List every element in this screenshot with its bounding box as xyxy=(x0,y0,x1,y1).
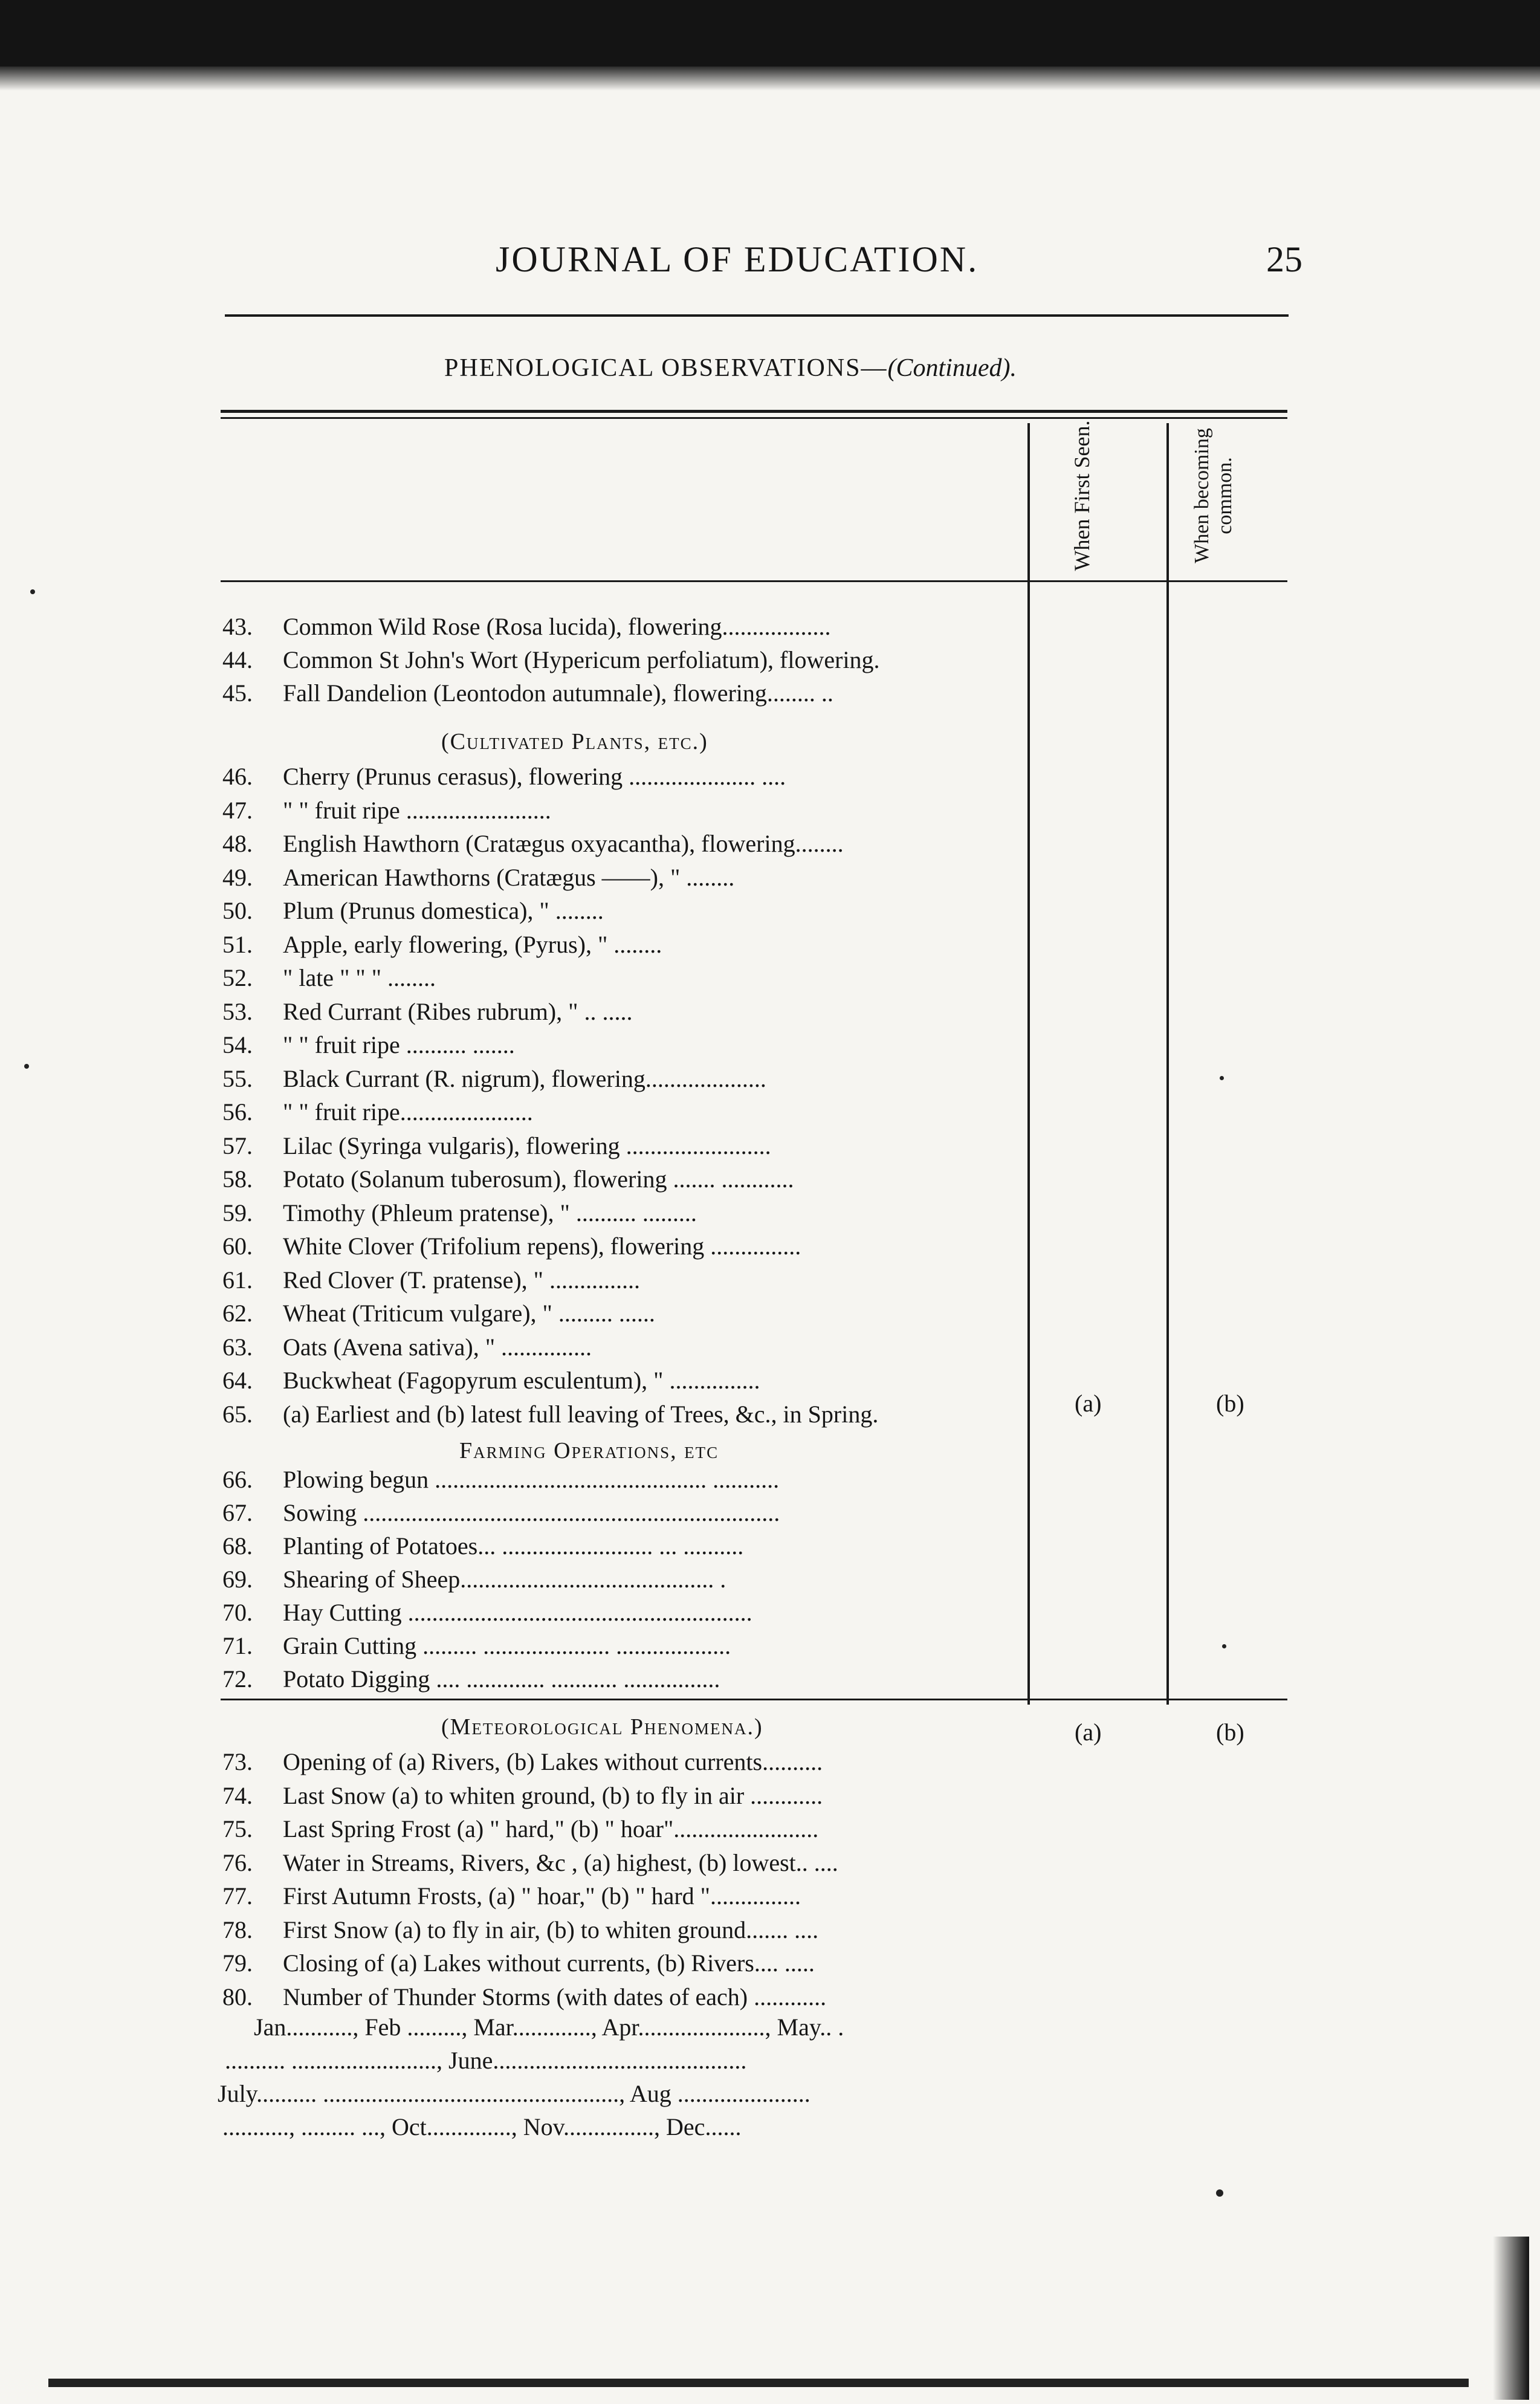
row-text: American Hawthorns (Cratægus ——), " ........ xyxy=(283,863,735,891)
row-text: Potato (Solanum tuberosum), flowering ....... ............ xyxy=(283,1165,794,1193)
months-line-1: Jan..........., Feb ........., Mar............., Apr....................., May.. . xyxy=(254,2014,844,2041)
subhead-farming-operations: Farming Operations, etc xyxy=(459,1438,719,1463)
table-top-rule xyxy=(221,410,1287,413)
row-text: Last Snow (a) to whiten ground, (b) to fly in air ............ xyxy=(283,1781,823,1809)
months-line-3: July.......... ................................................., Aug ...................... xyxy=(218,2080,810,2107)
row-number: 61. xyxy=(222,1266,253,1294)
row-text: " " fruit ripe...................... xyxy=(283,1098,533,1126)
row-number: 43. xyxy=(222,613,253,640)
column-divider-right xyxy=(1166,423,1169,1705)
row-number: 70. xyxy=(222,1599,253,1626)
row-text: " late " " " ........ xyxy=(283,964,436,991)
row-text: Wheat (Triticum vulgare), " ......... ...... xyxy=(283,1300,655,1327)
subhead-meteorological-phenomena: (Meteorological Phenomena.) xyxy=(441,1714,763,1740)
row-65-mark-b: (b) xyxy=(1216,1390,1244,1417)
row-number: 68. xyxy=(222,1532,253,1560)
row-number: 62. xyxy=(222,1300,253,1327)
row-number: 50. xyxy=(222,897,253,924)
scanned-bottom-edge xyxy=(48,2379,1469,2387)
meteo-mark-a: (a) xyxy=(1075,1719,1102,1746)
row-text: Apple, early flowering, (Pyrus), " ........ xyxy=(283,930,662,958)
row-text: Water in Streams, Rivers, &c , (a) highest, (b) lowest.. .... xyxy=(283,1848,838,1876)
column-divider-left xyxy=(1027,423,1030,1705)
row-text: Grain Cutting ......... ..................... ................... xyxy=(283,1632,731,1659)
row-number: 53. xyxy=(222,997,253,1025)
row-number: 51. xyxy=(222,930,253,958)
row-number: 47. xyxy=(222,796,253,824)
section-title xyxy=(444,354,1017,383)
row-text: Fall Dandelion (Leontodon autumnale), flowering........ .. xyxy=(283,679,833,707)
row-number: 65. xyxy=(222,1400,253,1428)
row-text: Planting of Potatoes... ......................... ... .......... xyxy=(283,1532,744,1560)
row-text: Number of Thunder Storms (with dates of each) ............ xyxy=(283,1983,827,2010)
row-number: 49. xyxy=(222,863,253,891)
ink-speck xyxy=(30,589,35,594)
row-text: Opening of (a) Rivers, (b) Lakes without currents.......... xyxy=(283,1748,823,1775)
page-number: 25 xyxy=(1266,239,1302,279)
header-rule xyxy=(225,314,1289,317)
row-number: 75. xyxy=(222,1815,253,1842)
row-text: Potato Digging .... ............. ........... ................ xyxy=(283,1665,720,1693)
ink-speck xyxy=(24,1064,29,1069)
row-number: 74. xyxy=(222,1781,253,1809)
row-text: Cherry (Prunus cerasus), flowering ..................... .... xyxy=(283,763,786,790)
row-text: First Snow (a) to fly in air, (b) to whiten ground....... .... xyxy=(283,1916,819,1943)
meteo-rule xyxy=(221,1699,1287,1700)
row-number: 55. xyxy=(222,1064,253,1092)
row-number: 73. xyxy=(222,1748,253,1775)
column-header-first-seen: When First Seen. xyxy=(1070,420,1094,571)
section-title-continued: (Continued). xyxy=(887,354,1017,382)
row-number: 45. xyxy=(222,679,253,707)
table-top-rule-inner xyxy=(221,417,1287,419)
row-number: 80. xyxy=(222,1983,253,2010)
row-text: " " fruit ripe .......... ....... xyxy=(283,1031,515,1058)
row-number: 79. xyxy=(222,1949,253,1977)
row-number: 63. xyxy=(222,1333,253,1361)
row-number: 60. xyxy=(222,1233,253,1260)
ink-speck xyxy=(1216,2189,1223,2197)
row-text: Common St John's Wort (Hypericum perfoliatum), flowering. xyxy=(283,646,880,673)
row-number: 76. xyxy=(222,1848,253,1876)
row-number: 78. xyxy=(222,1916,253,1943)
months-line-4: ..........., ......... ..., Oct.............., Nov..............., Dec...... xyxy=(222,2113,742,2140)
ink-speck xyxy=(1220,1076,1224,1080)
row-text: Red Clover (T. pratense), " ............... xyxy=(283,1266,640,1294)
column-header-rule xyxy=(221,580,1287,582)
row-text: Shearing of Sheep.......................................... . xyxy=(283,1566,726,1593)
row-number: 77. xyxy=(222,1882,253,1910)
subhead-cultivated-plants: (Cultivated Plants, etc.) xyxy=(441,729,708,754)
row-text: " " fruit ripe ........................ xyxy=(283,796,551,824)
row-number: 59. xyxy=(222,1199,253,1226)
row-number: 64. xyxy=(222,1367,253,1394)
months-line-2: .......... ........................, June.......................................... xyxy=(225,2047,747,2074)
row-text: Black Currant (R. nigrum), flowering.................... xyxy=(283,1064,766,1092)
row-number: 52. xyxy=(222,964,253,991)
row-number: 66. xyxy=(222,1466,253,1493)
ink-speck xyxy=(1222,1644,1226,1648)
row-text: Sowing ..................................................................... xyxy=(283,1499,780,1526)
scanned-top-edge xyxy=(0,0,1540,91)
row-number: 58. xyxy=(222,1165,253,1193)
row-text: Closing of (a) Lakes without currents, (b) Rivers.... ..... xyxy=(283,1949,815,1977)
row-text: Timothy (Phleum pratense), " .......... ......... xyxy=(283,1199,697,1226)
row-text: Lilac (Syringa vulgaris), flowering ........................ xyxy=(283,1132,771,1159)
row-text: (a) Earliest and (b) latest full leaving of Trees, &c., in Spring. xyxy=(283,1400,879,1428)
row-text: Plowing begun ............................................. ........... xyxy=(283,1466,780,1493)
scanned-right-edge xyxy=(1493,2237,1529,2400)
row-number: 67. xyxy=(222,1499,253,1526)
row-number: 57. xyxy=(222,1132,253,1159)
row-number: 56. xyxy=(222,1098,253,1126)
row-text: English Hawthorn (Cratægus oxyacantha), flowering........ xyxy=(283,830,844,857)
row-text: First Autumn Frosts, (a) " hoar," (b) " hard "............... xyxy=(283,1882,801,1910)
row-number: 71. xyxy=(222,1632,253,1659)
row-text: Red Currant (Ribes rubrum), " .. ..... xyxy=(283,997,633,1025)
row-number: 46. xyxy=(222,763,253,790)
row-text: Oats (Avena sativa), " ............... xyxy=(283,1333,592,1361)
row-text: White Clover (Trifolium repens), flowering ............... xyxy=(283,1233,801,1260)
row-number: 54. xyxy=(222,1031,253,1058)
row-65-mark-a: (a) xyxy=(1075,1390,1102,1417)
row-number: 69. xyxy=(222,1566,253,1593)
row-number: 72. xyxy=(222,1665,253,1693)
row-text: Plum (Prunus domestica), " ........ xyxy=(283,897,604,924)
column-header-becoming-common: When becoming common. xyxy=(1191,428,1236,563)
meteo-mark-b: (b) xyxy=(1216,1719,1244,1746)
journal-title: JOURNAL OF EDUCATION. xyxy=(496,239,979,279)
section-title-main: PHENOLOGICAL OBSERVATIONS— xyxy=(444,354,888,382)
row-number: 44. xyxy=(222,646,253,673)
row-text: Buckwheat (Fagopyrum esculentum), " ............... xyxy=(283,1367,760,1394)
row-text: Common Wild Rose (Rosa lucida), flowering.................. xyxy=(283,613,831,640)
row-text: Hay Cutting ......................................................... xyxy=(283,1599,752,1626)
row-number: 48. xyxy=(222,830,253,857)
row-text: Last Spring Frost (a) " hard," (b) " hoar"........................ xyxy=(283,1815,819,1842)
